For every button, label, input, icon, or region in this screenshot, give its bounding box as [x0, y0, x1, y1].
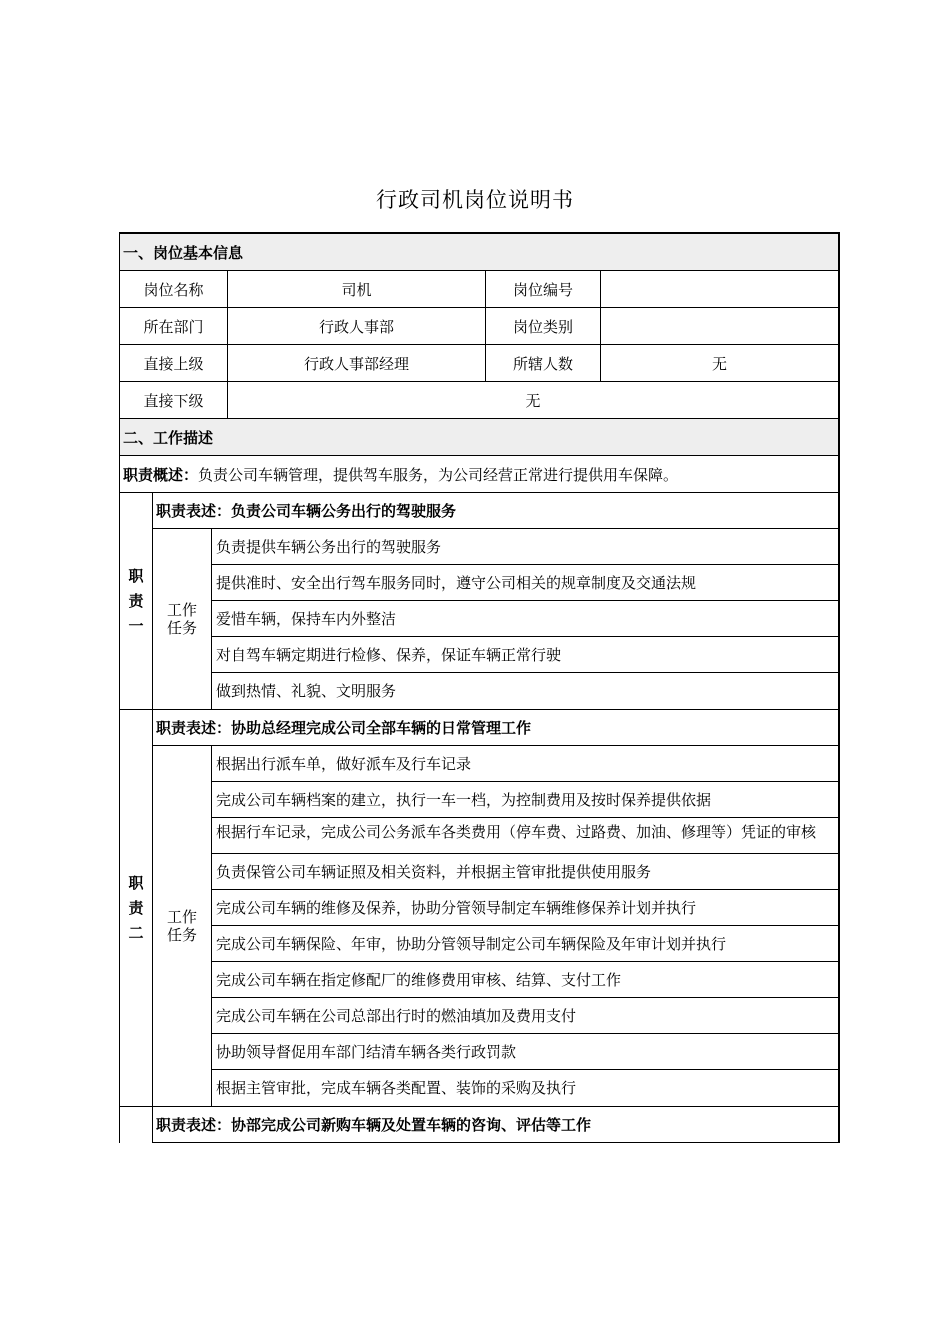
duty-label-text: 职责二 [128, 873, 144, 942]
info-value [601, 271, 838, 307]
info-value: 行政人事部 [228, 308, 486, 344]
info-value: 行政人事部经理 [228, 345, 486, 381]
section-title: 一、岗位基本信息 [120, 234, 838, 270]
task-item: 负责提供车辆公务出行的驾驶服务 [212, 529, 838, 565]
info-row-subordinate [119, 382, 840, 419]
duty-statement: 职责表述：协部完成公司新购车辆及处置车辆的咨询、评估等工作 [153, 1107, 838, 1143]
task-list [212, 529, 838, 709]
task-item: 提供准时、安全出行驾车服务同时，遵守公司相关的规章制度及交通法规 [212, 565, 838, 601]
task-label [153, 746, 212, 1106]
page-title: 行政司机岗位说明书 [376, 188, 574, 212]
info-value: 无 [711, 354, 727, 373]
info-row [119, 308, 840, 345]
info-label: 直接上级 [120, 345, 228, 381]
summary-label: 职责概述： [123, 465, 199, 484]
task-label [153, 529, 212, 709]
duty-statement: 职责表述：协助总经理完成公司全部车辆的日常管理工作 [153, 710, 838, 746]
info-value: 司机 [228, 271, 486, 307]
duty-block [119, 1107, 840, 1143]
duty-block [119, 493, 840, 710]
task-item: 爱惜车辆，保持车内外整洁 [212, 601, 838, 637]
info-row [119, 271, 840, 308]
info-label: 岗位类别 [486, 308, 601, 344]
task-item: 根据行车记录，完成公司公务派车各类费用（停车费、过路费、加油、修理等）凭证的审核 [212, 818, 838, 854]
task-item: 根据出行派车单，做好派车及行车记录 [212, 746, 838, 782]
duty-label [120, 1107, 153, 1143]
task-item: 完成公司车辆档案的建立，执行一车一档，为控制费用及按时保养提供依据 [212, 782, 838, 818]
duty-label [120, 493, 153, 709]
summary-text: 负责公司车辆管理，提供驾车服务，为公司经营正常进行提供用车保障。 [198, 465, 679, 484]
task-item: 完成公司车辆保险、年审，协助分管领导制定公司车辆保险及年审计划并执行 [212, 926, 838, 962]
task-item: 完成公司车辆在公司总部出行时的燃油填加及费用支付 [212, 998, 838, 1034]
info-value: 无 [525, 391, 541, 410]
info-value [601, 308, 838, 344]
task-item: 协助领导督促用车部门结清车辆各类行政罚款 [212, 1034, 838, 1070]
info-label: 所辖人数 [486, 345, 601, 381]
duty-block [119, 710, 840, 1107]
duty-label [120, 710, 153, 1106]
duty-label-text: 职责一 [128, 566, 144, 635]
summary-row [119, 456, 840, 493]
task-list [212, 746, 838, 1106]
info-row [119, 345, 840, 382]
task-item: 做到热情、礼貌、文明服务 [216, 682, 397, 700]
section-header-work-description [119, 419, 840, 456]
task-item: 对自驾车辆定期进行检修、保养，保证车辆正常行驶 [212, 637, 838, 673]
task-label-text: 工作任务 [166, 908, 197, 944]
info-label: 岗位名称 [120, 271, 228, 307]
section-title: 二、工作描述 [120, 419, 838, 455]
job-description-table [119, 232, 840, 1143]
info-label: 岗位编号 [486, 271, 601, 307]
duty-statement: 职责表述：负责公司车辆公务出行的驾驶服务 [153, 493, 838, 529]
task-label-text: 工作任务 [166, 601, 197, 637]
task-item: 完成公司车辆的维修及保养，协助分管领导制定车辆维修保养计划并执行 [212, 890, 838, 926]
section-header-basic-info [119, 232, 840, 271]
task-item: 负责保管公司车辆证照及相关资料，并根据主管审批提供使用服务 [212, 854, 838, 890]
info-label: 所在部门 [120, 308, 228, 344]
duty-summary [120, 456, 678, 492]
task-item: 完成公司车辆在指定修配厂的维修费用审核、结算、支付工作 [212, 962, 838, 998]
task-item: 根据主管审批，完成车辆各类配置、装饰的采购及执行 [216, 1079, 577, 1097]
info-label: 直接下级 [120, 382, 228, 418]
